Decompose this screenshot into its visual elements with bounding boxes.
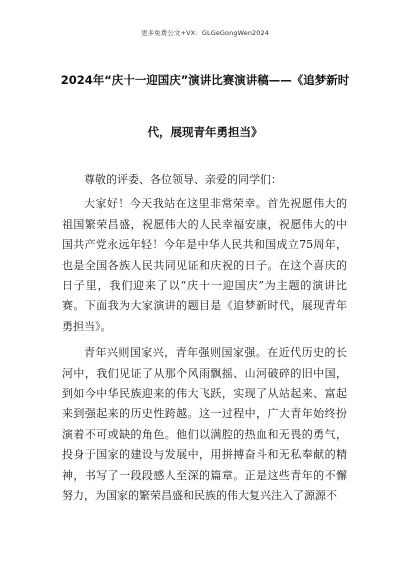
greeting: 尊敬的评委、各位领导、亲爱的同学们： [84,173,282,186]
document-title-line-2: 代，展现青年勇担当》 [147,125,263,139]
paragraph: 青年兴则国家兴，青年强则国家强。在近代历史的长河中，我们见证了从那个风雨飘摇、山河破碎的旧中国，到如今中华民族迎来的伟大飞跃，实现了从站起来、富起来到强起来的历史性跨越。这一过程中，广大青年始终扮演着不可或缺的角色。他们以满腔的热血和无畏的勇气，投身于国家的建设与发展中，用拼搏奋斗和无私奉献的精神，书写了一段段感人至深的篇章。正是这些青年的不懈努力，为国家的繁荣昌盛和民族的伟大复兴注入了源源不 [62,346,347,503]
paragraph: 大家好！今天我站在这里非常荣幸。首先祝愿伟大的祖国繁荣昌盛，祝愿伟大的人民幸福安康，祝愿伟大的中国共产党永远年轻！今年是中华人民共和国成立75周年，也是全国各族人民共同见证和庆祝的日子。在这个喜庆的日子里，我们迎来了以“庆十一迎国庆”为主题的演讲比赛。下面我为大家演讲的题目是《追梦新时代，展现青年勇担当》。 [62,197,347,333]
header-note: 更多免费公文+VX：GLGeGongWen2024 [140,29,269,37]
document-title-line-1: 2024年“庆十一迎国庆”演讲比赛演讲稿——《追梦新时 [60,73,350,87]
document-body [62,170,347,507]
